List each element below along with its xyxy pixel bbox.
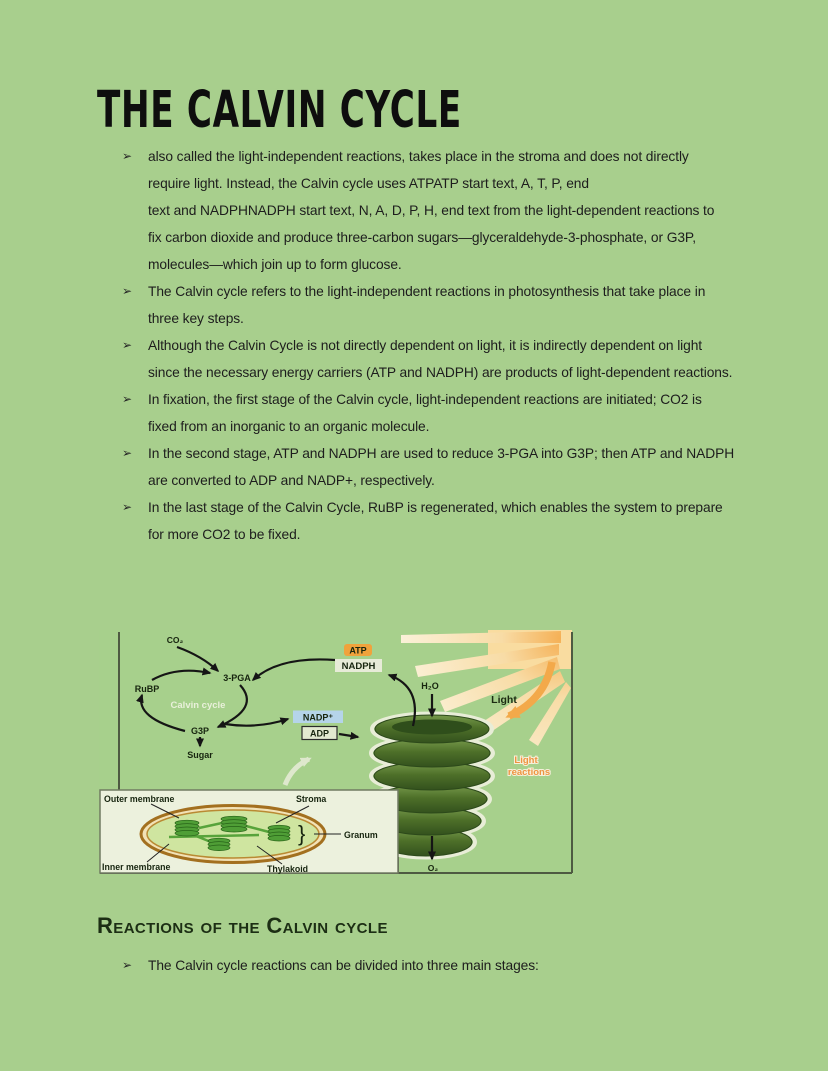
- svg-text:Light: Light: [514, 755, 538, 766]
- bullet-line: for more CO2 to be fixed.: [148, 527, 301, 542]
- outer-membrane-label: Outer membrane: [104, 794, 175, 804]
- bullet-marker: ➢: [122, 446, 133, 460]
- bullet-line: since the necessary energy carriers (ATP and NADPH) are products of light-dependent reactions.: [148, 365, 733, 380]
- calvin-cycle-label: Calvin cycle: [170, 700, 226, 711]
- bullet-marker: ➢: [122, 284, 133, 298]
- bullet-line: also called the light-independent reactions, takes place in the stroma and does not directly: [148, 149, 689, 164]
- svg-text:NADPH: NADPH: [341, 661, 376, 672]
- bullet-item: [122, 143, 734, 278]
- section-bullet-list: [122, 952, 539, 979]
- bullet-item: [122, 278, 734, 332]
- bullet-line: fix carbon dioxide and produce three-carbon sugars—glyceraldehyde-3-phosphate, or G3P,: [148, 230, 696, 245]
- pga-label: 3-PGA: [223, 673, 251, 683]
- chloroplast-inset: [100, 790, 398, 874]
- bullet-item: [122, 440, 734, 494]
- h2o-label: H₂O: [421, 681, 439, 691]
- bullet-item: [122, 332, 734, 386]
- nadph-badge: [335, 659, 382, 672]
- bullet-line: fixed from an inorganic to an organic molecule.: [148, 419, 430, 434]
- svg-text:NADP⁺: NADP⁺: [302, 712, 334, 723]
- stroma-label: Stroma: [296, 794, 327, 804]
- bullet-line: require light. Instead, the Calvin cycle uses ATPATP start text, A, T, P, end: [148, 176, 589, 191]
- inner-membrane-label: Inner membrane: [102, 862, 171, 872]
- page-title: THE CALVIN CYCLE: [97, 81, 462, 140]
- bullet-marker: ➢: [122, 500, 133, 514]
- bullet-line: text and NADPHNADPH start text, N, A, D, P, H, end text from the light-dependent reactions to: [148, 203, 715, 218]
- bullet-line: In fixation, the first stage of the Calvin cycle, light-independent reactions are initiated; CO2 is: [148, 392, 702, 407]
- bullet-line: three key steps.: [148, 311, 244, 326]
- light-label: Light: [491, 694, 517, 706]
- atp-badge: [344, 644, 372, 656]
- g3p-label: G3P: [190, 726, 210, 736]
- bullet-marker: ➢: [122, 958, 133, 972]
- bullet-line: Although the Calvin Cycle is not directly dependent on light, it is indirectly dependent on light: [148, 338, 703, 353]
- bullet-line: The Calvin cycle refers to the light-independent reactions in photosynthesis that take place in: [148, 284, 706, 299]
- section-heading: Reactions of the Calvin cycle: [97, 913, 388, 938]
- bullet-marker: ➢: [122, 149, 133, 163]
- bullet-line: molecules—which join up to form glucose.: [148, 257, 402, 272]
- bullet-item: [122, 952, 539, 979]
- granum-label: Granum: [344, 830, 378, 840]
- svg-text:reactions: reactions: [507, 767, 551, 778]
- rubp-label: RuBP: [134, 684, 160, 694]
- co2-label: CO₂: [166, 635, 184, 645]
- svg-text:ATP: ATP: [349, 645, 367, 656]
- bullet-line: The Calvin cycle reactions can be divided into three main stages:: [148, 958, 539, 973]
- o2-label: O₂: [427, 863, 439, 873]
- bullet-list: [122, 143, 734, 548]
- bullet-marker: ➢: [122, 338, 133, 352]
- svg-text:ADP: ADP: [309, 728, 330, 739]
- sugar-label: Sugar: [187, 750, 213, 760]
- bullet-line: are converted to ADP and NADP+, respectively.: [148, 473, 435, 488]
- bullet-item: [122, 494, 734, 548]
- bullet-marker: ➢: [122, 392, 133, 406]
- bullet-line: In the last stage of the Calvin Cycle, RuBP is regenerated, which enables the system to prepare: [148, 500, 723, 515]
- granum-brace: }: [298, 821, 306, 846]
- bullet-item: [122, 386, 734, 440]
- nadp-badge: [293, 711, 343, 724]
- calvin-cycle-diagram: [99, 630, 575, 876]
- thylakoid-label: Thylakoid: [267, 864, 309, 874]
- adp-badge: [302, 727, 337, 740]
- bullet-line: In the second stage, ATP and NADPH are used to reduce 3-PGA into G3P; then ATP and NADPH: [148, 446, 735, 461]
